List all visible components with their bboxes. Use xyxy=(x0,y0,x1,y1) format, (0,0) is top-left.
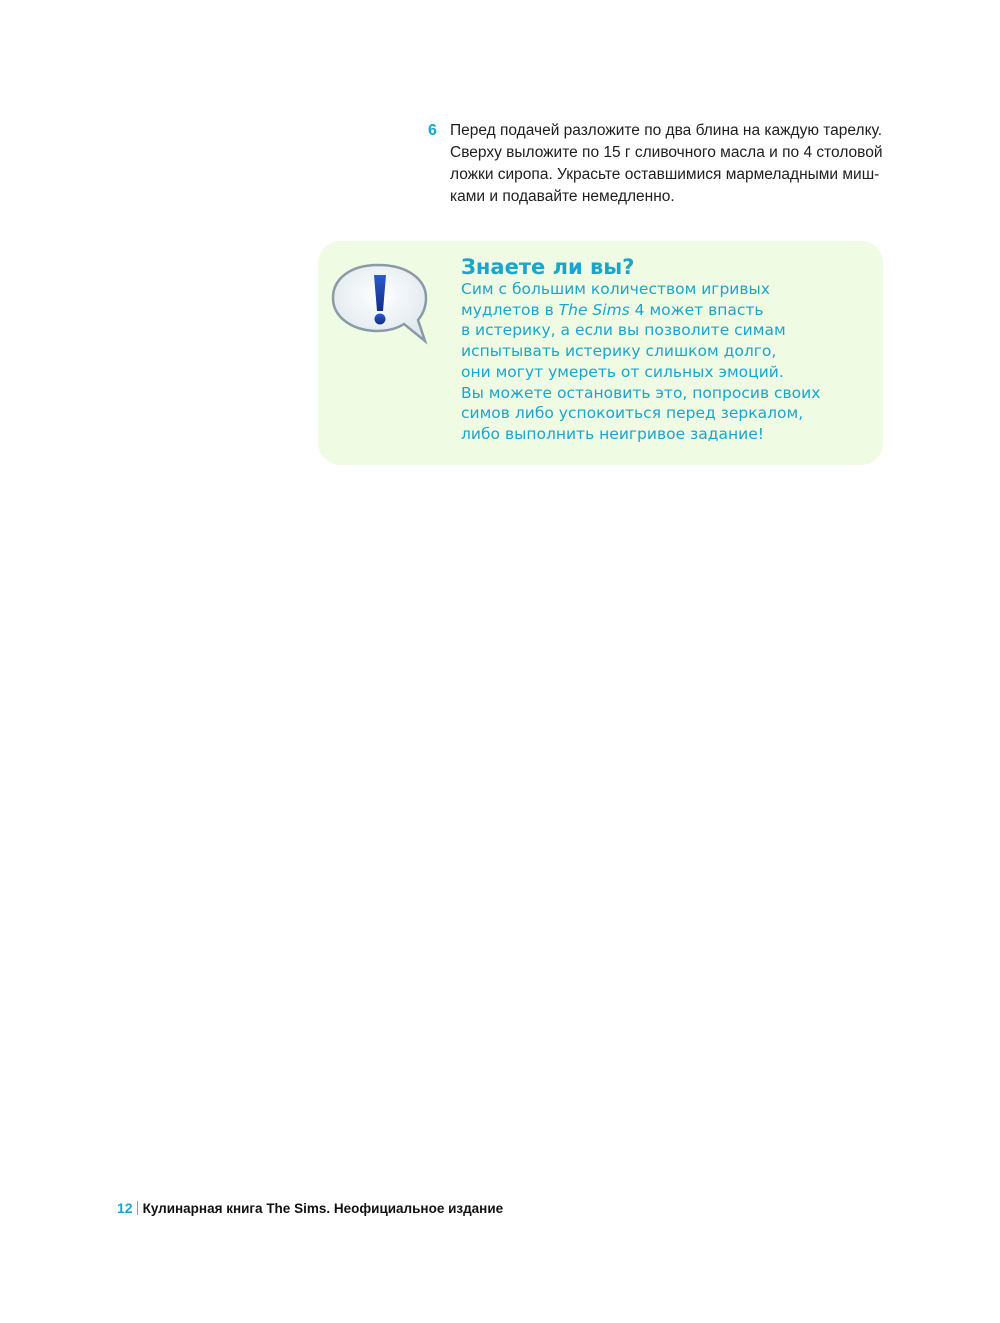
tip-line: испытывать истерику слишком долго, xyxy=(461,342,777,361)
tip-body xyxy=(461,279,871,445)
step-text xyxy=(450,120,920,208)
step-text-line: Сверху выложите по 15 г сливочного масла и по 4 столовой xyxy=(450,144,883,161)
tip-line: Сим с большим количеством игривых xyxy=(461,280,770,298)
page-footer xyxy=(117,1200,503,1216)
tip-line: они могут умереть от сильных эмоций. xyxy=(461,362,784,381)
tip-line: симов либо успокоиться перед зеркалом, xyxy=(461,404,804,423)
page-number: 12 xyxy=(117,1200,133,1216)
footer-divider xyxy=(137,1201,138,1215)
tip-line: мудлетов в The Sims 4 может впасть xyxy=(461,300,764,319)
step-text-line: ложки сиропа. Украсьте оставшимися мармеладными миш- xyxy=(450,166,880,183)
step-text-line: Перед подачей разложите по два блина на каждую тарелку. xyxy=(450,122,883,139)
tip-line: Вы можете остановить это, попросив своих xyxy=(461,383,821,402)
game-title-italic: The Sims xyxy=(558,300,630,319)
tip-line: в истерику, а если вы позволите симам xyxy=(461,321,786,340)
did-you-know-box xyxy=(318,241,883,465)
step-number: 6 xyxy=(428,122,437,139)
book-title: Кулинарная книга The Sims. Неофициальное издание xyxy=(142,1200,504,1216)
exclamation-speech-bubble-icon xyxy=(330,261,430,345)
tip-line: либо выполнить неигривое задание! xyxy=(461,424,764,443)
recipe-step xyxy=(428,120,928,208)
tip-title: Знаете ли вы? xyxy=(461,255,635,279)
step-text-line: ками и подавайте немедленно. xyxy=(450,188,675,205)
